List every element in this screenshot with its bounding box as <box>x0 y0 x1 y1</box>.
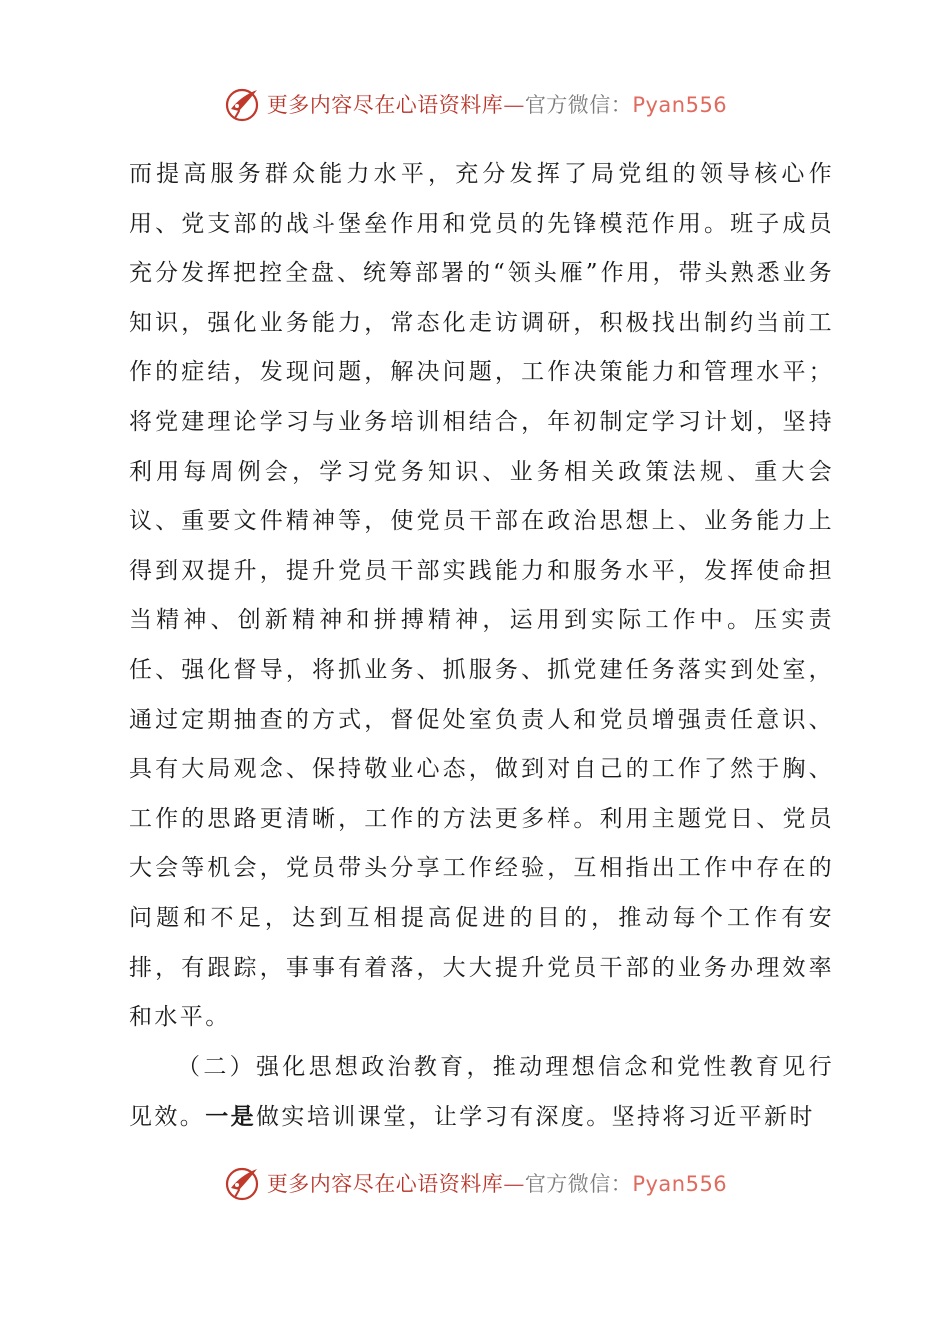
pen-quill-logo-icon <box>223 1163 263 1203</box>
section-heading: （二）强化思想政治教育，推动理想信念和党性教育见行见效。 <box>129 1053 834 1131</box>
document-body <box>129 150 834 1143</box>
banner-brand: 更多内容尽在心语资料库 <box>266 1172 504 1196</box>
pen-quill-logo-icon <box>223 84 263 124</box>
body-paragraph-1: 而提高服务群众能力水平，充分发挥了局党组的领导核心作用、党支部的战斗堡垒作用和党员的先锋模范作用。班子成员充分发挥把控全盘、统筹部署的“领头雁”作用，带头熟悉业务知识，强化业务能力，常态化走访调研，积极找出制约当前工作的症结，发现问题，解决问题，工作决策能力和管理水平；将党建理论学习与业务培训相结合，年初制定学习计划，坚持利用每周例会，学习党务知识、业务相关政策法规、重大会议、重要文件精神等，使党员干部在政治思想上、业务能力上得到双提升，提升党员干部实践能力和服务水平，发挥使命担当精神、创新精神和拼搏精神，运用到实际工作中。压实责任、强化督导，将抓业务、抓服务、抓党建任务落实到处室，通过定期抽查的方式，督促处室负责人和党员增强责任意识、具有大局观念、保持敬业心态，做到对自己的工作了然于胸、工作的思路更清晰，工作的方法更多样。利用主题党日、党员大会等机会，党员带头分享工作经验，互相指出工作中存在的问题和不足，达到互相提高促进的目的，推动每个工作有安排，有跟踪，事事有着落，大大提升党员干部的业务办理效率和水平。 <box>129 161 834 1031</box>
banner-subtitle: 官方微信： <box>524 93 633 117</box>
banner-dash: — <box>503 1172 525 1196</box>
paragraph-2-text: 做实培训课堂，让学习有深度。坚持将习近平新时 <box>256 1104 815 1131</box>
bold-lead-text: 一是 <box>205 1103 257 1131</box>
banner-text <box>267 1168 727 1198</box>
banner-subtitle: 官方微信： <box>524 1172 633 1196</box>
banner-wechat-id: Pyan556 <box>632 93 728 117</box>
banner-wechat-id: Pyan556 <box>632 1172 728 1196</box>
body-paragraph-2 <box>129 1043 834 1143</box>
banner-text <box>267 89 727 119</box>
banner-brand: 更多内容尽在心语资料库 <box>266 93 504 117</box>
footer-banner <box>0 1161 950 1205</box>
banner-dash: — <box>503 93 525 117</box>
header-banner <box>0 82 950 126</box>
